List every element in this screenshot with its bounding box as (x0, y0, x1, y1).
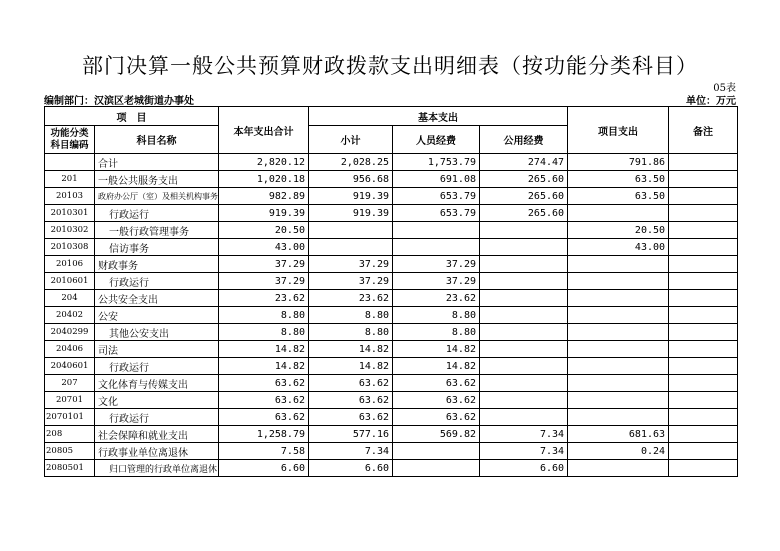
row-personnel: 14.82 (393, 341, 480, 358)
row-name: 政府办公厅（室）及相关机构事务 (95, 188, 219, 205)
row-public (480, 307, 568, 324)
row-subtotal: 14.82 (309, 341, 393, 358)
row-remark (669, 375, 738, 392)
dept-label: 编制部门：汉滨区老城街道办事处 (44, 96, 194, 107)
row-code: 20701 (45, 392, 95, 409)
header-project: 项目支出 (568, 107, 669, 154)
row-code: 2070101 (45, 409, 95, 426)
row-project (568, 205, 669, 222)
header-personnel: 人员经费 (393, 126, 480, 154)
row-project (568, 290, 669, 307)
row-remark (669, 154, 738, 171)
row-remark (669, 409, 738, 426)
header-name: 科目名称 (95, 126, 219, 154)
row-public: 7.34 (480, 426, 568, 443)
row-code: 208 (45, 426, 95, 443)
row-project (568, 307, 669, 324)
row-project: 63.50 (568, 171, 669, 188)
row-code: 20805 (45, 443, 95, 460)
row-subtotal (309, 239, 393, 256)
row-total: 37.29 (219, 256, 309, 273)
meta-line (44, 92, 736, 107)
row-total: 1,020.18 (219, 171, 309, 188)
row-personnel: 63.62 (393, 375, 480, 392)
table-row (45, 239, 738, 256)
row-total: 63.62 (219, 392, 309, 409)
row-subtotal: 919.39 (309, 188, 393, 205)
row-subtotal: 8.80 (309, 324, 393, 341)
row-personnel (393, 443, 480, 460)
row-total: 2,820.12 (219, 154, 309, 171)
row-public: 274.47 (480, 154, 568, 171)
row-total: 20.50 (219, 222, 309, 239)
row-code: 20106 (45, 256, 95, 273)
row-remark (669, 222, 738, 239)
table-row (45, 222, 738, 239)
row-project (568, 256, 669, 273)
table-row (45, 188, 738, 205)
row-remark (669, 358, 738, 375)
row-public (480, 256, 568, 273)
row-total: 14.82 (219, 341, 309, 358)
row-name: 行政运行 (95, 358, 219, 375)
row-remark (669, 239, 738, 256)
row-name: 信访事务 (95, 239, 219, 256)
table-row (45, 307, 738, 324)
row-public (480, 222, 568, 239)
row-name: 财政事务 (95, 256, 219, 273)
row-public: 265.60 (480, 188, 568, 205)
table-row (45, 273, 738, 290)
row-personnel (393, 239, 480, 256)
row-name: 行政事业单位离退休 (95, 443, 219, 460)
table-row (45, 358, 738, 375)
row-subtotal: 6.60 (309, 460, 393, 477)
row-total: 8.80 (219, 324, 309, 341)
header-subtotal: 小计 (309, 126, 393, 154)
row-public (480, 409, 568, 426)
row-subtotal: 63.62 (309, 392, 393, 409)
row-subtotal (309, 222, 393, 239)
table-row (45, 290, 738, 307)
row-remark (669, 307, 738, 324)
row-code: 2010301 (45, 205, 95, 222)
row-project (568, 324, 669, 341)
row-code: 20406 (45, 341, 95, 358)
row-personnel: 63.62 (393, 409, 480, 426)
row-subtotal: 23.62 (309, 290, 393, 307)
row-total: 6.60 (219, 460, 309, 477)
row-remark (669, 188, 738, 205)
table-row (45, 460, 738, 477)
table-row (45, 256, 738, 273)
row-public (480, 273, 568, 290)
row-personnel: 691.08 (393, 171, 480, 188)
row-project (568, 409, 669, 426)
row-public: 7.34 (480, 443, 568, 460)
row-public (480, 358, 568, 375)
row-subtotal: 8.80 (309, 307, 393, 324)
row-personnel: 8.80 (393, 307, 480, 324)
header-remark: 备注 (669, 107, 738, 154)
row-remark (669, 324, 738, 341)
row-code: 201 (45, 171, 95, 188)
row-subtotal: 577.16 (309, 426, 393, 443)
row-public (480, 375, 568, 392)
row-remark (669, 290, 738, 307)
row-public: 265.60 (480, 171, 568, 188)
row-name: 一般行政管理事务 (95, 222, 219, 239)
row-remark (669, 460, 738, 477)
row-personnel: 37.29 (393, 256, 480, 273)
row-name: 其他公安支出 (95, 324, 219, 341)
row-remark (669, 205, 738, 222)
row-code: 2010302 (45, 222, 95, 239)
row-remark (669, 256, 738, 273)
row-personnel: 8.80 (393, 324, 480, 341)
row-name: 公共安全支出 (95, 290, 219, 307)
form-number: 05表 (713, 83, 736, 94)
row-code: 2080501 (45, 460, 95, 477)
row-code: 2010308 (45, 239, 95, 256)
row-code: 2010601 (45, 273, 95, 290)
unit-label: 单位：万元 (686, 96, 736, 107)
row-personnel (393, 460, 480, 477)
row-public (480, 324, 568, 341)
row-name: 行政运行 (95, 273, 219, 290)
row-total: 63.62 (219, 375, 309, 392)
table-row (45, 375, 738, 392)
row-subtotal: 956.68 (309, 171, 393, 188)
row-name: 公安 (95, 307, 219, 324)
row-remark (669, 273, 738, 290)
page-title: 部门决算一般公共预算财政拨款支出明细表（按功能分类科目） (82, 54, 698, 78)
row-total: 23.62 (219, 290, 309, 307)
row-name: 合计 (95, 154, 219, 171)
row-personnel: 23.62 (393, 290, 480, 307)
row-remark (669, 443, 738, 460)
row-total: 7.58 (219, 443, 309, 460)
table-row (45, 171, 738, 188)
row-name: 一般公共服务支出 (95, 171, 219, 188)
table-row (45, 324, 738, 341)
row-total: 43.00 (219, 239, 309, 256)
row-code: 20402 (45, 307, 95, 324)
row-project: 43.00 (568, 239, 669, 256)
row-total: 63.62 (219, 409, 309, 426)
row-public (480, 341, 568, 358)
row-remark (669, 171, 738, 188)
row-project: 681.63 (568, 426, 669, 443)
row-project: 20.50 (568, 222, 669, 239)
header-total: 本年支出合计 (219, 107, 309, 154)
header-basic: 基本支出 (309, 107, 568, 126)
row-project: 791.86 (568, 154, 669, 171)
row-remark (669, 426, 738, 443)
row-project: 63.50 (568, 188, 669, 205)
row-total: 1,258.79 (219, 426, 309, 443)
row-subtotal: 14.82 (309, 358, 393, 375)
row-name: 归口管理的行政单位离退休 (95, 460, 219, 477)
table-row (45, 205, 738, 222)
row-public (480, 392, 568, 409)
row-code: 2040601 (45, 358, 95, 375)
row-project (568, 358, 669, 375)
row-subtotal: 63.62 (309, 409, 393, 426)
row-code: 2040299 (45, 324, 95, 341)
row-name: 文化 (95, 392, 219, 409)
row-public: 6.60 (480, 460, 568, 477)
row-personnel: 1,753.79 (393, 154, 480, 171)
row-subtotal: 2,028.25 (309, 154, 393, 171)
row-subtotal: 919.39 (309, 205, 393, 222)
row-personnel: 653.79 (393, 188, 480, 205)
row-personnel: 63.62 (393, 392, 480, 409)
row-personnel: 14.82 (393, 358, 480, 375)
row-personnel: 653.79 (393, 205, 480, 222)
table-row (45, 443, 738, 460)
row-personnel: 569.82 (393, 426, 480, 443)
header-item: 项 目 (45, 107, 219, 126)
header-code: 功能分类科目编码 (45, 126, 95, 154)
row-code: 204 (45, 290, 95, 307)
row-personnel (393, 222, 480, 239)
row-total: 982.89 (219, 188, 309, 205)
row-project (568, 460, 669, 477)
table-row (45, 392, 738, 409)
row-remark (669, 341, 738, 358)
row-total: 919.39 (219, 205, 309, 222)
expenditure-table (44, 106, 738, 477)
row-project (568, 375, 669, 392)
row-name: 司法 (95, 341, 219, 358)
row-project (568, 341, 669, 358)
row-name: 行政运行 (95, 205, 219, 222)
row-project: 0.24 (568, 443, 669, 460)
table-row (45, 426, 738, 443)
row-project (568, 392, 669, 409)
row-public (480, 290, 568, 307)
row-total: 37.29 (219, 273, 309, 290)
row-remark (669, 392, 738, 409)
row-code: 20103 (45, 188, 95, 205)
table-row (45, 409, 738, 426)
row-subtotal: 37.29 (309, 256, 393, 273)
row-name: 文化体育与传媒支出 (95, 375, 219, 392)
row-project (568, 273, 669, 290)
row-code (45, 154, 95, 171)
row-subtotal: 7.34 (309, 443, 393, 460)
row-public (480, 239, 568, 256)
header-public: 公用经费 (480, 126, 568, 154)
row-code: 207 (45, 375, 95, 392)
row-total: 14.82 (219, 358, 309, 375)
row-personnel: 37.29 (393, 273, 480, 290)
row-total: 8.80 (219, 307, 309, 324)
row-name: 行政运行 (95, 409, 219, 426)
row-subtotal: 63.62 (309, 375, 393, 392)
row-subtotal: 37.29 (309, 273, 393, 290)
table-row (45, 154, 738, 171)
row-public: 265.60 (480, 205, 568, 222)
row-name: 社会保障和就业支出 (95, 426, 219, 443)
table-row (45, 341, 738, 358)
